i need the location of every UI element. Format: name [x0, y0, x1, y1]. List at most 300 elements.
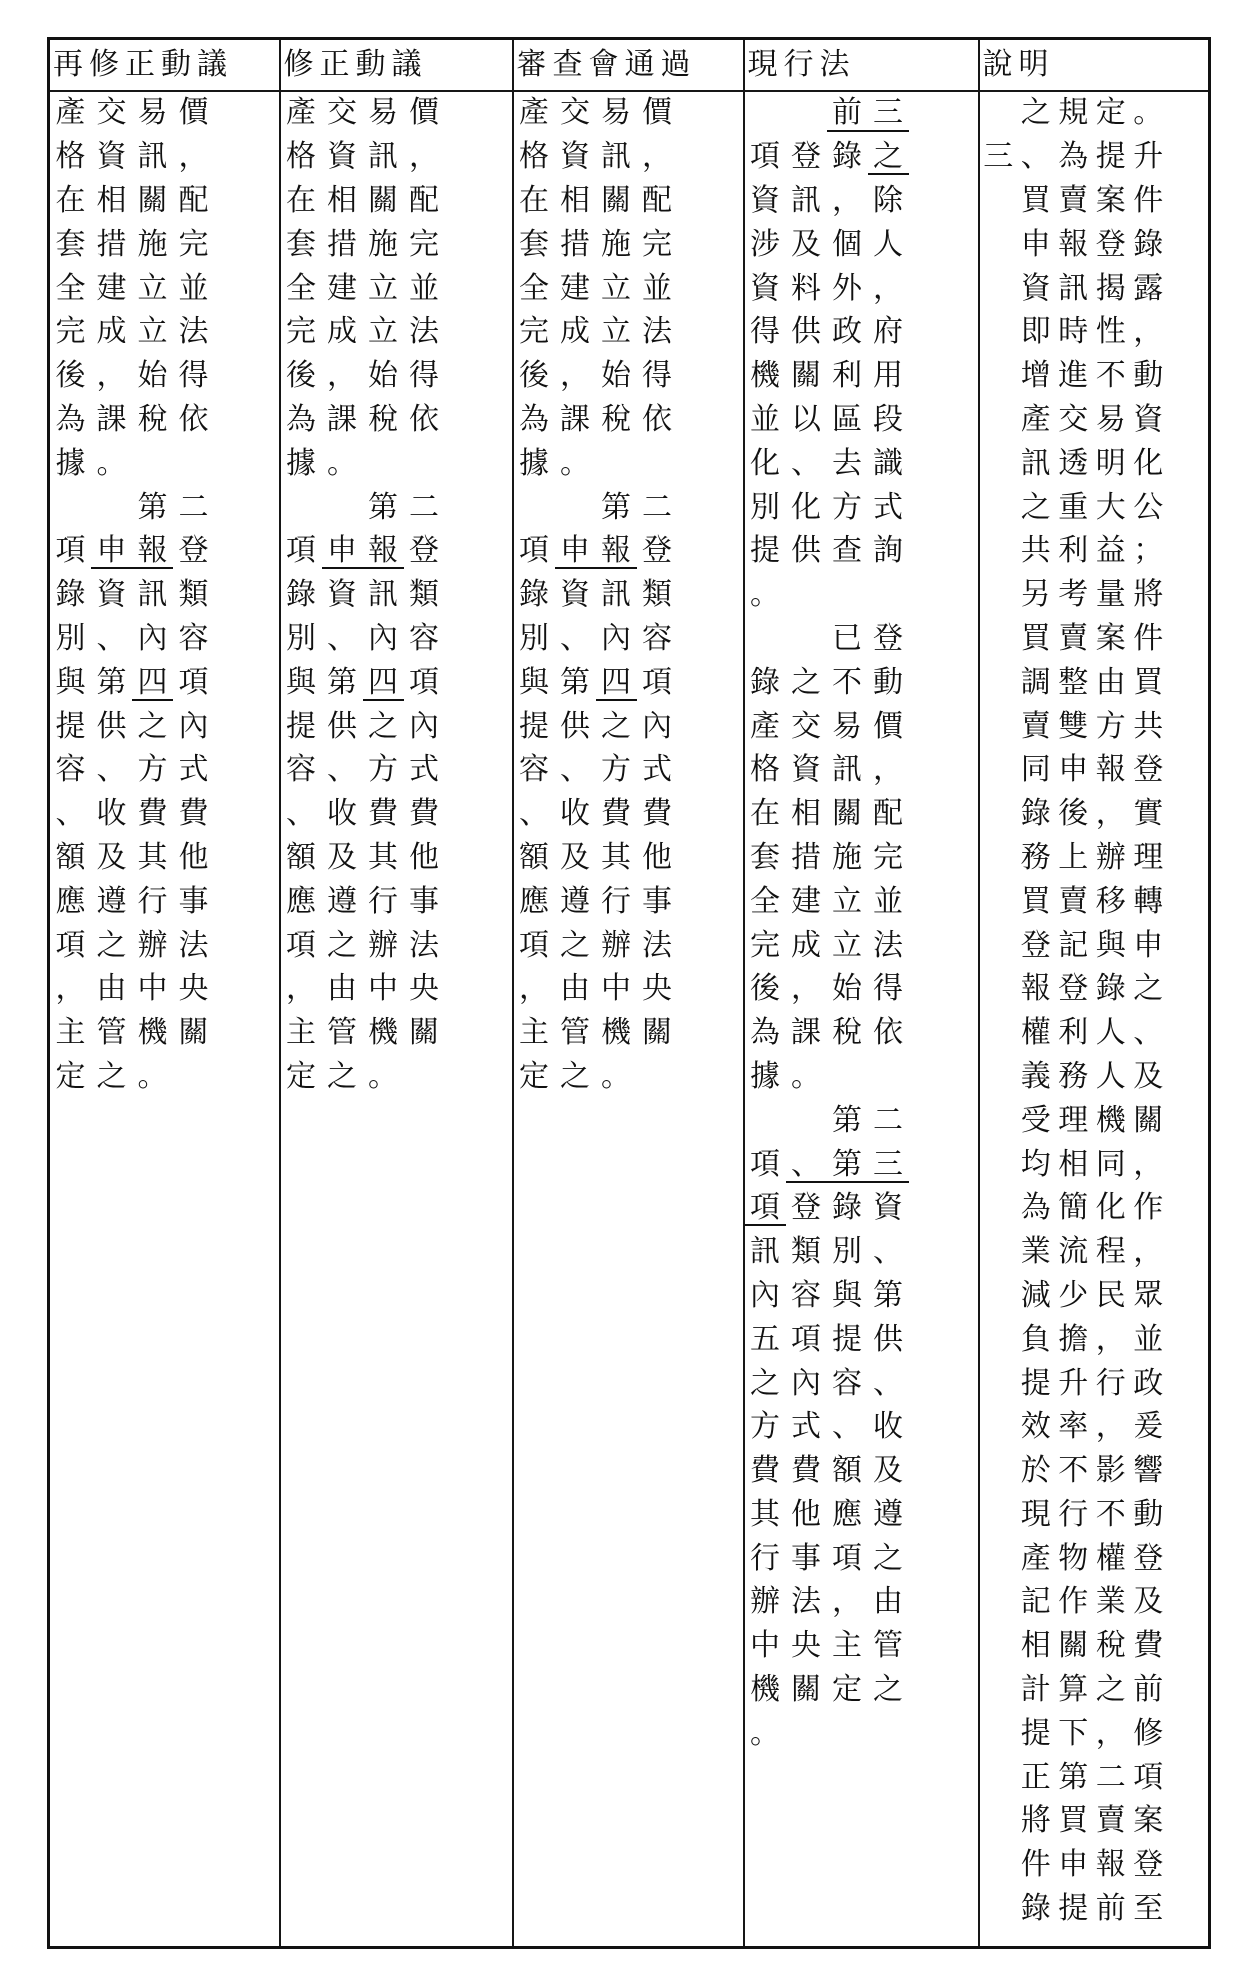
glyph: 識	[873, 446, 903, 480]
text-segment	[281, 529, 322, 573]
text-line	[745, 135, 978, 179]
glyph: 相	[327, 183, 357, 217]
glyph: 訊	[1020, 446, 1051, 480]
glyph: 。	[1133, 96, 1164, 130]
glyph: 方	[601, 753, 631, 787]
column-header-re-amendment-motion	[49, 39, 280, 91]
glyph: 申	[327, 534, 357, 568]
text-line	[281, 748, 512, 792]
glyph: 查	[832, 534, 862, 568]
glyph: ，	[286, 972, 316, 1006]
glyph: 據	[519, 446, 549, 480]
text-line	[745, 880, 978, 924]
glyph: 、	[560, 621, 590, 655]
text-line	[745, 92, 978, 136]
text-line	[745, 748, 978, 792]
text-line	[281, 617, 512, 661]
glyph: 法	[642, 315, 672, 349]
glyph: 產	[1020, 1541, 1051, 1575]
glyph: 應	[286, 884, 316, 918]
text-line	[745, 1186, 978, 1230]
glyph: 其	[601, 840, 631, 874]
glyph: 賣	[1058, 884, 1089, 918]
glyph: 定	[1095, 96, 1126, 130]
text-line	[980, 398, 1209, 442]
glyph: 項	[55, 928, 86, 962]
glyph: 錄	[832, 140, 862, 174]
underlined-text	[132, 661, 173, 705]
glyph: 內	[750, 1278, 780, 1312]
glyph: 簡	[1058, 1191, 1089, 1225]
glyph: ，	[519, 972, 549, 1006]
text-line	[281, 967, 512, 1011]
glyph: 完	[286, 315, 316, 349]
glyph: 項	[286, 534, 316, 568]
glyph: 定	[55, 1059, 86, 1093]
glyph: 中	[137, 972, 168, 1006]
glyph: 並	[642, 271, 672, 305]
glyph: 全	[519, 271, 549, 305]
glyph: 登	[873, 621, 903, 655]
glyph: 完	[178, 227, 209, 261]
glyph: 訊	[832, 753, 862, 787]
text-line	[281, 1011, 512, 1055]
text-line	[281, 836, 512, 880]
glyph: 府	[873, 315, 903, 349]
glyph: 關	[1058, 1629, 1089, 1663]
glyph: 後	[750, 972, 780, 1006]
glyph: 辦	[137, 928, 168, 962]
text-line	[281, 924, 512, 968]
glyph: 義	[1020, 1059, 1051, 1093]
text-line	[50, 442, 279, 486]
glyph: 關	[832, 797, 862, 831]
glyph: 行	[750, 1541, 780, 1575]
glyph: 關	[137, 183, 168, 217]
glyph: 關	[642, 1016, 672, 1050]
text-line	[980, 1274, 1209, 1318]
glyph: 費	[137, 797, 168, 831]
text-segment	[281, 661, 363, 705]
glyph: 訊	[750, 1235, 780, 1269]
table-header-row	[49, 39, 1210, 91]
glyph: 遵	[560, 884, 590, 918]
glyph: 交	[1058, 402, 1089, 436]
glyph: 、	[327, 753, 357, 787]
glyph: 遵	[873, 1497, 903, 1531]
glyph: 措	[791, 840, 821, 874]
glyph: 動	[161, 47, 191, 81]
glyph: 項	[832, 1541, 862, 1575]
glyph: 行	[1058, 1497, 1089, 1531]
cell-re-amendment-motion	[49, 91, 280, 1948]
glyph: 記	[1020, 1585, 1051, 1619]
glyph: 二	[178, 490, 209, 524]
text-line	[980, 1843, 1209, 1887]
glyph: ，	[409, 140, 439, 174]
text-line	[514, 573, 743, 617]
text-line	[745, 1011, 978, 1055]
glyph: 計	[1020, 1673, 1051, 1707]
glyph: 建	[96, 271, 127, 305]
glyph: 響	[1133, 1454, 1164, 1488]
glyph: 。	[327, 446, 357, 480]
glyph: 申	[1020, 227, 1051, 261]
column-header-label	[50, 45, 230, 85]
glyph: 露	[1133, 271, 1164, 305]
glyph: 容	[409, 621, 439, 655]
glyph: 關	[791, 359, 821, 393]
glyph: 買	[1020, 183, 1051, 217]
text-segment	[173, 661, 214, 705]
text-line	[514, 880, 743, 924]
glyph: 在	[519, 183, 549, 217]
glyph: 項	[55, 534, 86, 568]
glyph: 始	[137, 359, 168, 393]
glyph: 之	[96, 928, 127, 962]
glyph: 完	[750, 928, 780, 962]
glyph: 套	[750, 840, 780, 874]
glyph: 提	[55, 709, 86, 743]
text-segment	[745, 1143, 786, 1187]
text-line	[980, 529, 1209, 573]
glyph: 關	[601, 183, 631, 217]
glyph: 項	[178, 665, 209, 699]
text-line	[745, 924, 978, 968]
glyph: 額	[55, 840, 86, 874]
glyph: 第	[327, 665, 357, 699]
glyph: 建	[791, 884, 821, 918]
glyph: 事	[642, 884, 672, 918]
glyph: 法	[178, 315, 209, 349]
glyph: 他	[791, 1497, 821, 1531]
glyph: 資	[791, 753, 821, 787]
glyph: 辦	[1095, 840, 1126, 874]
glyph: 之	[327, 1059, 357, 1093]
glyph: ；	[1133, 534, 1164, 568]
glyph: 套	[519, 227, 549, 261]
glyph: 施	[368, 227, 398, 261]
glyph: 為	[519, 402, 549, 436]
glyph: 之	[560, 928, 590, 962]
glyph: 收	[873, 1410, 903, 1444]
glyph: 課	[791, 1016, 821, 1050]
glyph: 完	[519, 315, 549, 349]
glyph: 提	[832, 1322, 862, 1356]
glyph: 價	[873, 709, 903, 743]
glyph: 稅	[368, 402, 398, 436]
text-line	[980, 924, 1209, 968]
glyph: 別	[286, 621, 316, 655]
glyph: 之	[873, 1541, 903, 1575]
text-line	[281, 705, 512, 749]
glyph: 正	[125, 47, 155, 81]
glyph: 前	[1095, 1892, 1126, 1926]
glyph: 件	[1020, 1848, 1051, 1882]
glyph: 共	[1133, 709, 1164, 743]
glyph: 並	[1133, 1322, 1164, 1356]
glyph: 登	[1095, 227, 1126, 261]
glyph: 第	[873, 1278, 903, 1312]
glyph: 第	[832, 1147, 862, 1181]
text-line	[745, 1230, 978, 1274]
glyph: 據	[750, 1059, 780, 1093]
glyph: 明	[1095, 446, 1126, 480]
glyph: 將	[1020, 1804, 1051, 1838]
glyph: 項	[286, 928, 316, 962]
glyph: 之	[96, 1059, 127, 1093]
glyph: 錄	[519, 578, 549, 612]
glyph: 成	[560, 315, 590, 349]
text-segment	[514, 661, 596, 705]
glyph: 同	[1020, 753, 1051, 787]
glyph: 並	[409, 271, 439, 305]
glyph: 式	[873, 490, 903, 524]
glyph: 套	[55, 227, 86, 261]
glyph: 人	[1095, 1016, 1126, 1050]
glyph: 權	[1020, 1016, 1051, 1050]
glyph: 第	[137, 490, 168, 524]
glyph: ，	[832, 1585, 862, 1619]
column-header-amendment-motion	[280, 39, 513, 91]
glyph: 過	[660, 47, 691, 81]
glyph: 前	[832, 96, 862, 130]
glyph: 買	[1058, 1804, 1089, 1838]
text-line	[980, 1318, 1209, 1362]
glyph: 定	[286, 1059, 316, 1093]
glyph: 立	[832, 884, 862, 918]
underlined-text	[363, 661, 404, 705]
text-line	[745, 223, 978, 267]
glyph: 第	[1058, 1760, 1089, 1794]
glyph: 項	[519, 928, 549, 962]
glyph: 案	[1095, 621, 1126, 655]
glyph: 查	[552, 47, 583, 81]
glyph: 資	[1133, 402, 1164, 436]
glyph: 後	[1058, 797, 1089, 831]
glyph: ，	[1095, 797, 1126, 831]
glyph: 動	[1133, 359, 1164, 393]
glyph: 提	[750, 534, 780, 568]
glyph: 得	[750, 315, 780, 349]
text-line	[980, 1362, 1209, 1406]
glyph: 申	[1133, 928, 1164, 962]
glyph: 他	[642, 840, 672, 874]
glyph: 、	[96, 753, 127, 787]
glyph: 機	[750, 359, 780, 393]
glyph: 完	[873, 840, 903, 874]
glyph: 減	[1020, 1278, 1051, 1312]
glyph: 全	[55, 271, 86, 305]
glyph: 與	[55, 665, 86, 699]
glyph: 並	[178, 271, 209, 305]
glyph: 易	[1095, 402, 1126, 436]
glyph: 申	[1058, 1848, 1089, 1882]
text-line	[980, 1537, 1209, 1581]
glyph: 第	[96, 665, 127, 699]
glyph: 中	[601, 972, 631, 1006]
glyph: 方	[1095, 709, 1126, 743]
glyph: 額	[519, 840, 549, 874]
glyph: ，	[55, 972, 86, 1006]
text-line	[50, 924, 279, 968]
glyph: 額	[832, 1454, 862, 1488]
glyph: 錄	[55, 578, 86, 612]
text-line	[745, 705, 978, 749]
text-line	[514, 617, 743, 661]
text-line	[980, 661, 1209, 705]
glyph: 內	[642, 709, 672, 743]
glyph: 建	[327, 271, 357, 305]
glyph: 訊	[601, 578, 631, 612]
glyph: ，	[327, 359, 357, 393]
text-line	[50, 1055, 279, 1099]
text-line	[514, 267, 743, 311]
glyph: 理	[1133, 840, 1164, 874]
glyph: 雙	[1058, 709, 1089, 743]
glyph: 易	[601, 96, 631, 130]
glyph: 實	[1133, 797, 1164, 831]
glyph: 關	[178, 1016, 209, 1050]
glyph: 錄	[1133, 227, 1164, 261]
glyph: 在	[750, 797, 780, 831]
glyph: 外	[832, 271, 862, 305]
glyph: 關	[791, 1673, 821, 1707]
paragraph	[50, 486, 279, 1099]
underlined-text	[745, 1186, 786, 1230]
glyph: 正	[1020, 1760, 1051, 1794]
glyph: 為	[750, 1016, 780, 1050]
text-line	[980, 354, 1209, 398]
glyph: 始	[601, 359, 631, 393]
glyph: 內	[791, 1366, 821, 1400]
glyph: 費	[1133, 1629, 1164, 1663]
glyph: 修	[1133, 1716, 1164, 1750]
glyph: 定	[832, 1673, 862, 1707]
glyph: 方	[368, 753, 398, 787]
glyph: 賣	[1058, 621, 1089, 655]
underlined-text	[827, 92, 909, 136]
glyph: 化	[1095, 1191, 1126, 1225]
glyph: 容	[286, 753, 316, 787]
glyph: 登	[791, 1191, 821, 1225]
glyph: 主	[55, 1016, 86, 1050]
glyph: 民	[1095, 1278, 1126, 1312]
glyph: 應	[832, 1497, 862, 1531]
glyph: 報	[601, 534, 631, 568]
glyph: 流	[1058, 1235, 1089, 1269]
glyph: 方	[832, 490, 862, 524]
text-line	[745, 486, 978, 530]
glyph: 不	[1095, 1497, 1126, 1531]
glyph: 他	[178, 840, 209, 874]
text-line	[980, 179, 1209, 223]
text-line	[745, 529, 978, 573]
glyph: 現	[747, 47, 778, 81]
glyph: 別	[832, 1235, 862, 1269]
glyph: 及	[96, 840, 127, 874]
glyph: 別	[519, 621, 549, 655]
glyph: 項	[750, 1191, 780, 1225]
glyph: 登	[1020, 928, 1051, 962]
glyph: 訊	[601, 140, 631, 174]
glyph: 會	[588, 47, 619, 81]
glyph: 得	[873, 972, 903, 1006]
text-segment	[637, 529, 678, 573]
glyph: 配	[409, 183, 439, 217]
glyph: 配	[873, 797, 903, 831]
glyph: 產	[55, 96, 86, 130]
glyph: 提	[1095, 140, 1126, 174]
glyph: 作	[1133, 1191, 1164, 1225]
glyph: 收	[560, 797, 590, 831]
glyph: 說	[982, 47, 1013, 81]
glyph: 類	[791, 1235, 821, 1269]
glyph: 二	[642, 490, 672, 524]
text-line	[745, 792, 978, 836]
glyph: 內	[409, 709, 439, 743]
text-line	[745, 1449, 978, 1493]
text-line	[745, 1405, 978, 1449]
glyph: 稅	[137, 402, 168, 436]
glyph: 得	[178, 359, 209, 393]
glyph: 訊	[368, 578, 398, 612]
glyph: 、	[286, 797, 316, 831]
text-line	[50, 748, 279, 792]
glyph: 遵	[96, 884, 127, 918]
glyph: 由	[327, 972, 357, 1006]
glyph: 大	[1095, 490, 1126, 524]
text-line	[745, 836, 978, 880]
glyph: 事	[791, 1541, 821, 1575]
glyph: 上	[1058, 840, 1089, 874]
text-line	[281, 398, 512, 442]
glyph: 費	[791, 1454, 821, 1488]
glyph: 不	[1095, 359, 1126, 393]
glyph: 為	[55, 402, 86, 436]
glyph: 辦	[601, 928, 631, 962]
text-line	[745, 310, 978, 354]
glyph: 管	[560, 1016, 590, 1050]
text-line	[514, 748, 743, 792]
glyph: 辦	[368, 928, 398, 962]
text-line	[281, 223, 512, 267]
glyph: 利	[1058, 1016, 1089, 1050]
glyph: 額	[286, 840, 316, 874]
text-segment	[514, 529, 555, 573]
glyph: 並	[750, 402, 780, 436]
glyph: 。	[368, 1059, 398, 1093]
glyph: 其	[750, 1497, 780, 1531]
glyph: 資	[96, 578, 127, 612]
text-line	[980, 748, 1209, 792]
glyph: 項	[750, 140, 780, 174]
text-line	[281, 267, 512, 311]
glyph: 第	[832, 1103, 862, 1137]
column-header-committee-review-version	[513, 39, 744, 91]
text-line	[50, 880, 279, 924]
glyph: 化	[750, 446, 780, 480]
glyph: 三	[873, 1147, 903, 1181]
text-line	[50, 573, 279, 617]
text-line	[514, 92, 743, 136]
glyph: 報	[1095, 753, 1126, 787]
glyph: 內	[137, 621, 168, 655]
text-line	[980, 573, 1209, 617]
glyph: 法	[791, 1585, 821, 1619]
glyph: 件	[1133, 621, 1164, 655]
glyph: 買	[1020, 884, 1051, 918]
